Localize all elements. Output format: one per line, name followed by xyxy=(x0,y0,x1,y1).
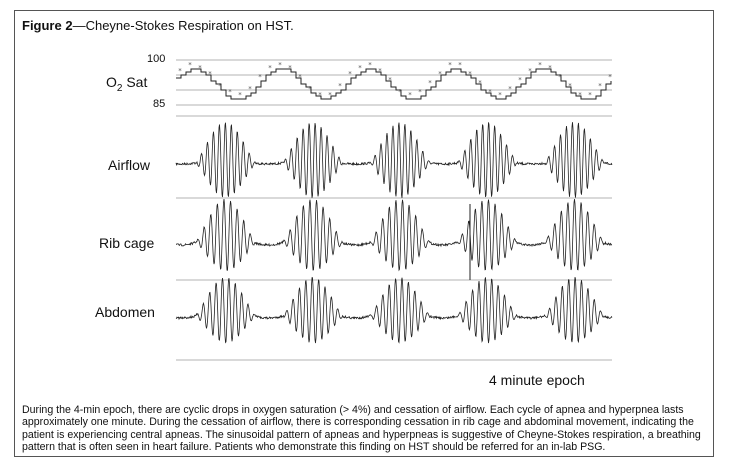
o2sat-marker: * xyxy=(398,88,402,96)
o2sat-marker: * xyxy=(558,73,562,81)
o2sat-marker: * xyxy=(238,91,242,99)
o2sat-marker: * xyxy=(568,82,572,90)
o2sat-marker: * xyxy=(378,67,382,75)
o2sat-marker: * xyxy=(598,82,602,90)
o2sat-marker: * xyxy=(268,64,272,72)
o2sat-marker: * xyxy=(208,70,212,78)
o2sat-label: $O_2$ Sat xyxy=(106,74,148,94)
o2sat-marker: * xyxy=(498,91,502,99)
o2sat-marker: * xyxy=(338,82,342,90)
o2sat-marker: * xyxy=(348,70,352,78)
epoch-label: 4 minute epoch xyxy=(489,372,585,388)
o2sat-marker: * xyxy=(228,88,232,96)
o2sat-marker: * xyxy=(518,76,522,84)
o2sat-y-tick-min: 85 xyxy=(153,98,166,110)
o2sat-marker: * xyxy=(608,73,612,81)
o2sat-marker: * xyxy=(358,64,362,72)
o2sat-marker: * xyxy=(198,64,202,72)
o2sat-marker: * xyxy=(508,85,512,93)
o2sat-marker: * xyxy=(488,88,492,96)
o2sat-marker: * xyxy=(318,91,322,99)
o2sat-marker: * xyxy=(458,61,462,69)
o2sat-marker: * xyxy=(288,64,292,72)
figure-caption: During the 4-min epoch, there are cyclic drops in oxygen saturation (> 4%) and cessation of airflow. Each cycle of apnea and hyperpnea lasts approximately one minute. During the cessation of airflow, there is corresponding cessation in rib cage and abdominal movement, indicating the patient is experiencing central apneas. The sinusoidal pattern of apneas and hyperpneas is suggestive of Cheyne-Stokes respiration, a breathing pattern that is often seen in heart failure. Patients who demonstrate this finding on HST should be referred for an in-lab PSG. xyxy=(22,404,701,454)
o2sat-marker: * xyxy=(428,79,432,87)
o2sat-marker: * xyxy=(478,79,482,87)
abdomen-label: Abdomen xyxy=(95,304,155,320)
o2sat-marker: * xyxy=(328,91,332,99)
o2sat-marker: * xyxy=(258,73,262,81)
airflow-label: Airflow xyxy=(108,157,151,173)
o2sat-y-tick-max: 100 xyxy=(147,53,166,65)
o2sat-marker: * xyxy=(218,82,222,90)
o2sat-marker: * xyxy=(188,61,192,69)
o2sat-marker: * xyxy=(388,76,392,84)
trace-layer xyxy=(176,61,612,343)
o2sat-markers xyxy=(178,61,612,99)
airflow-trace xyxy=(176,122,612,198)
o2sat-marker: * xyxy=(408,91,412,99)
o2sat-marker: * xyxy=(548,64,552,72)
o2sat-marker: * xyxy=(368,61,372,69)
o2sat-marker: * xyxy=(298,73,302,81)
ribcage-label: Rib cage xyxy=(99,235,155,251)
o2sat-marker: * xyxy=(528,67,532,75)
o2sat-marker: * xyxy=(448,61,452,69)
abdomen-trace xyxy=(176,277,612,343)
o2sat-marker: * xyxy=(468,70,472,78)
o2sat-marker: * xyxy=(538,61,542,69)
figure-title-bold: Figure 2 xyxy=(22,18,73,33)
ribcage-trace xyxy=(176,199,612,270)
o2sat-marker: * xyxy=(578,91,582,99)
figure-title-text: —Cheyne-Stokes Respiration on HST. xyxy=(72,18,294,33)
o2sat-marker: * xyxy=(248,85,252,93)
o2sat-marker: * xyxy=(588,91,592,99)
o2sat-marker: * xyxy=(308,85,312,93)
o2sat-marker: * xyxy=(278,61,282,69)
o2sat-marker: * xyxy=(178,67,182,75)
o2sat-marker: * xyxy=(418,88,422,96)
o2sat-marker: * xyxy=(438,70,442,78)
